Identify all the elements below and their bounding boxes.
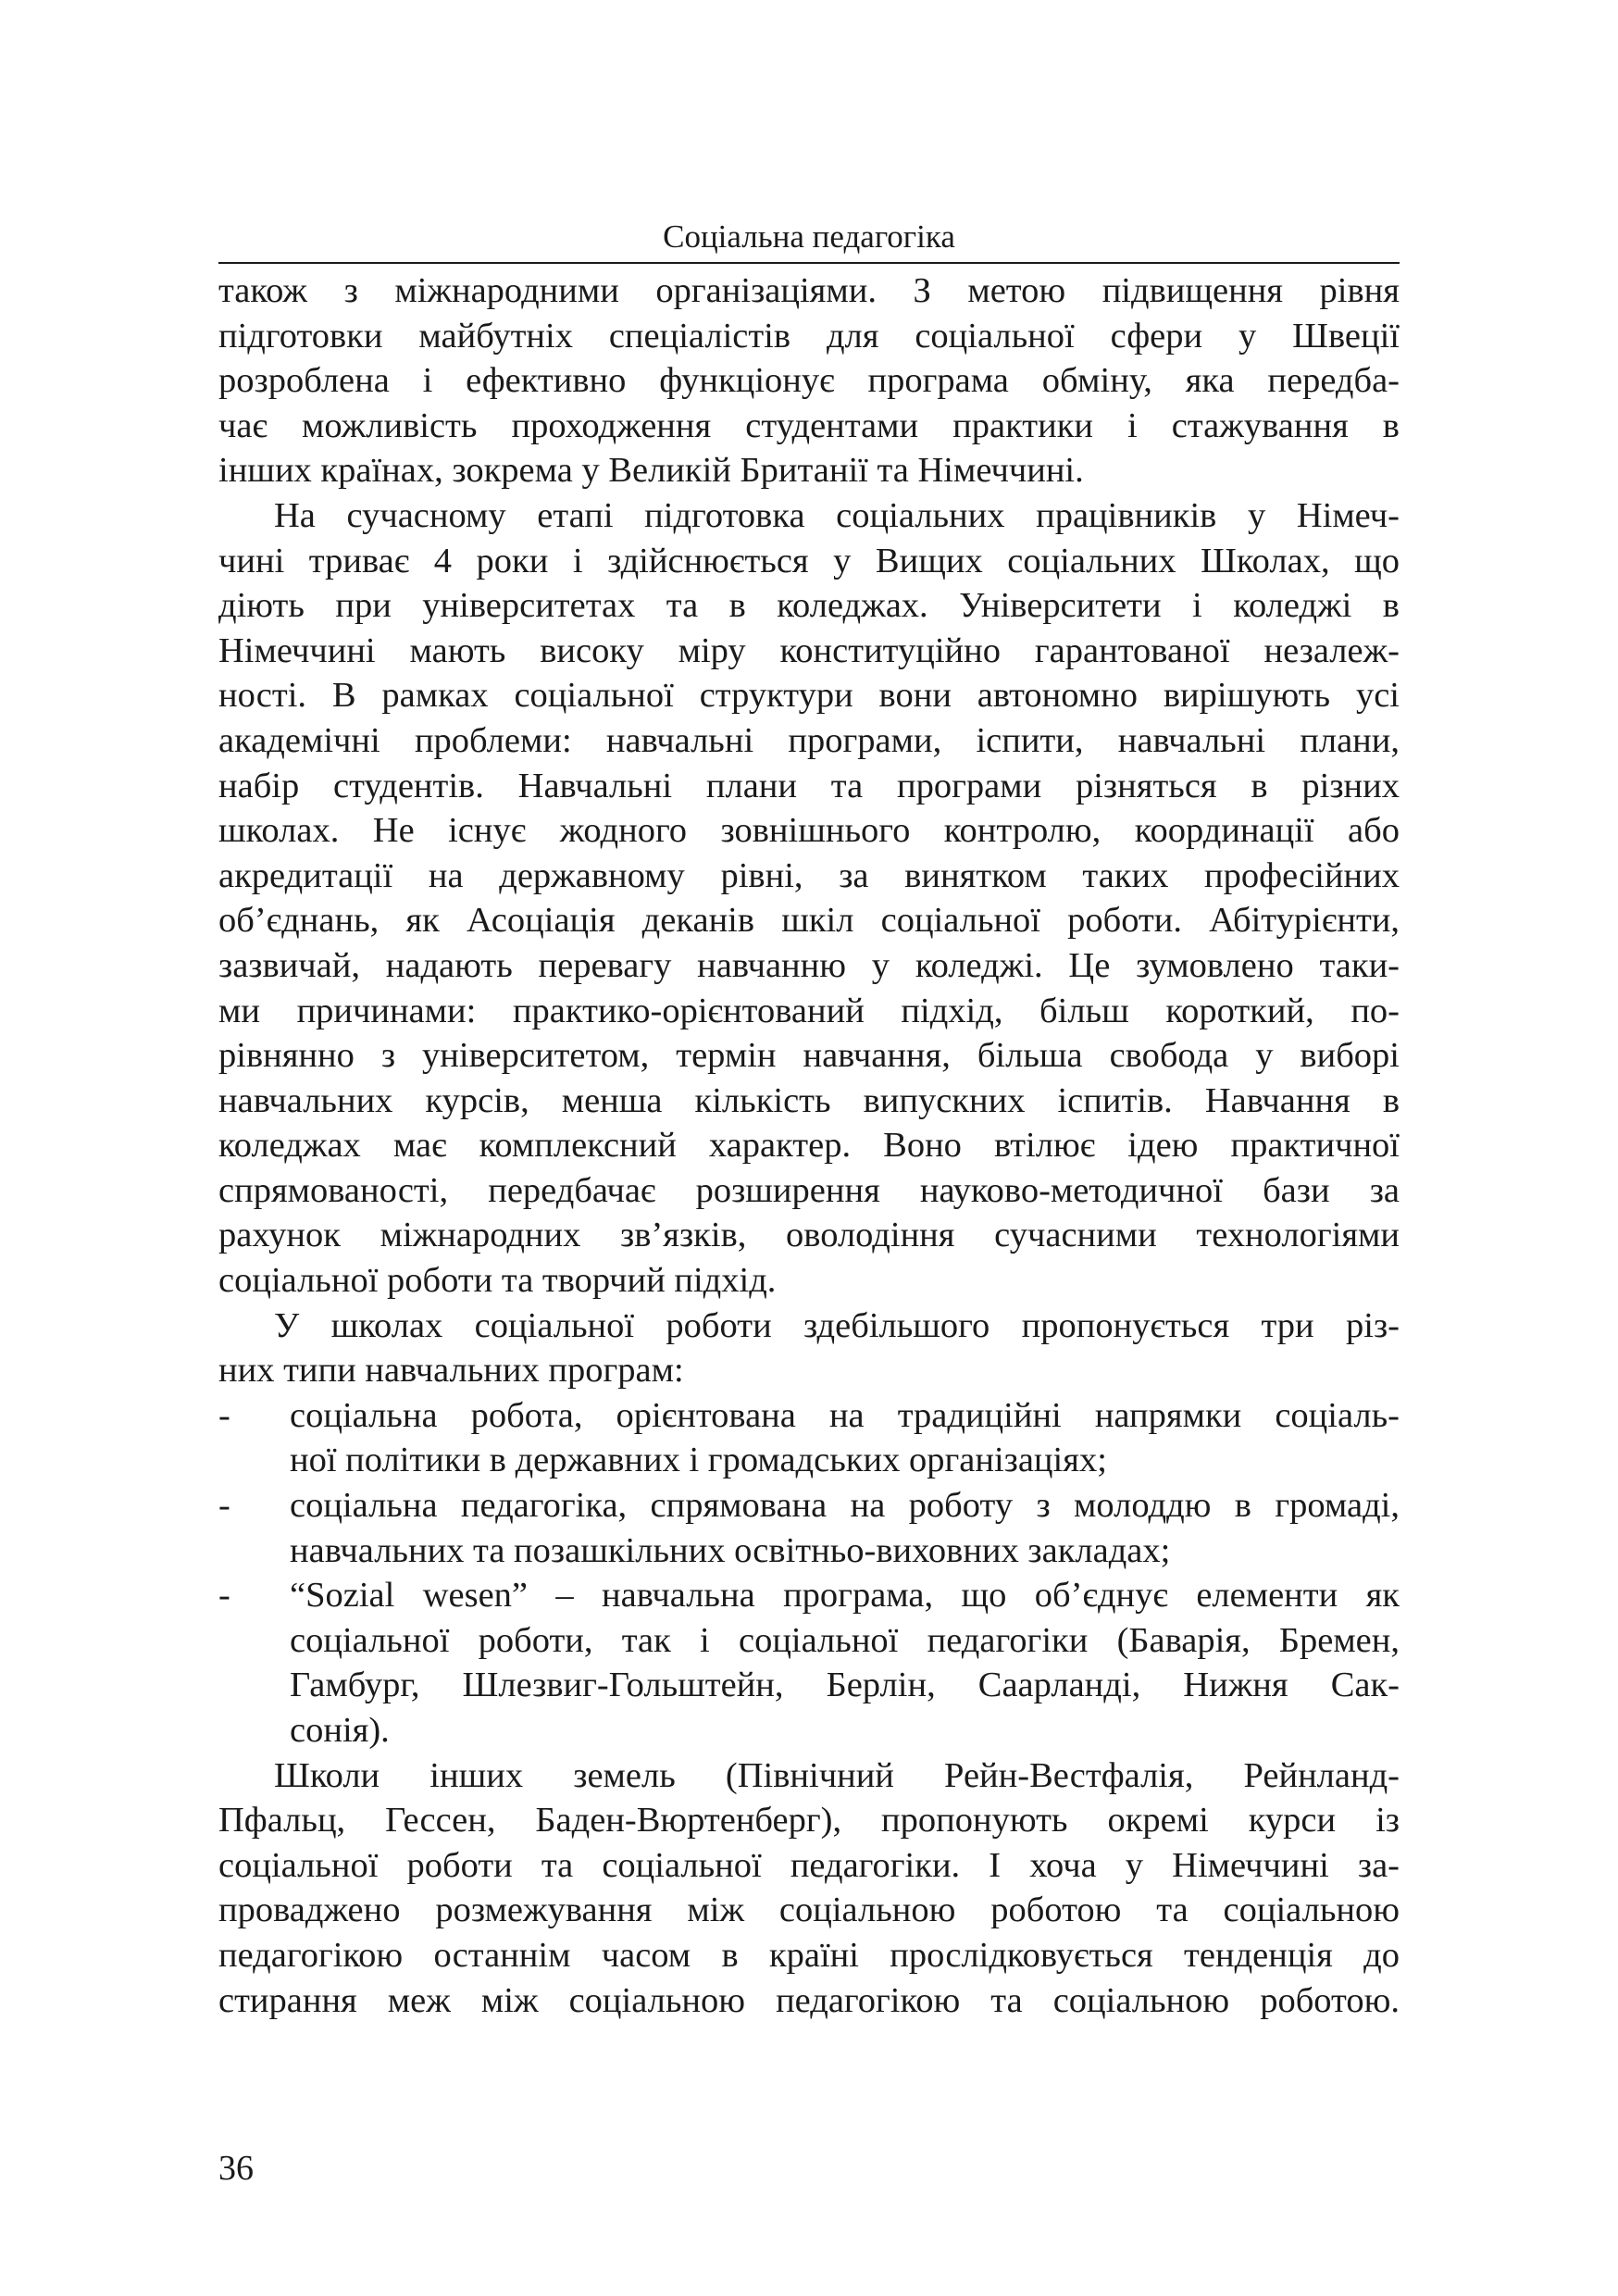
text-line: ності. В рамках соціальної структури вони автономно вирішують усі — [218, 676, 1400, 716]
text-line: сонія). — [290, 1711, 390, 1750]
text-line: “Sozial wesen” – навчальна програма, що об’єднує елементи як — [290, 1576, 1400, 1616]
header-divider — [218, 262, 1400, 264]
text-line: Пфальц, Гессен, Баден-Вюртенберг), пропонують окремі курси із — [218, 1801, 1400, 1841]
text-line: навчальних та позашкільних освітньо-виховних закладах; — [290, 1530, 1171, 1570]
paragraph-4 — [218, 1753, 1400, 2024]
text-line: проваджено розмежування між соціальною роботою та соціальною — [218, 1890, 1400, 1930]
text-line: стирання меж між соціальною педагогікою та соціальною роботою. — [218, 1980, 1400, 2020]
text-line: спрямованості, передбачає розширення науково-методичної бази за — [218, 1170, 1400, 1210]
list-item — [218, 1573, 1400, 1753]
text-line: академічні проблеми: навчальні програми, іспити, навчальні плани, — [218, 720, 1400, 760]
text-line: школах. Не існує жодного зовнішнього контролю, координації або — [218, 811, 1400, 851]
text-line: На сучасному етапі підготовка соціальних працівників у Німеч- — [274, 495, 1400, 535]
text-line: інших країнах, зокрема у Великій Британії та Німеччині. — [218, 451, 1084, 491]
text-line: У школах соціальної роботи здебільшого пропонується три різ- — [274, 1305, 1400, 1345]
text-line: чає можливість проходження студентами практики і стажування в — [218, 406, 1400, 445]
text-line: рівнянно з університетом, термін навчання, більша свобода у виборі — [218, 1036, 1400, 1076]
text-line: підготовки майбутніх спеціалістів для соціальної сфери у Швеції — [218, 316, 1400, 356]
dash-marker: - — [218, 1486, 230, 1526]
text-line: об’єднань, як Асоціація деканів шкіл соціальної роботи. Абітурієнти, — [218, 901, 1400, 941]
paragraph-1 — [218, 268, 1400, 493]
paragraph-3 — [218, 1304, 1400, 1393]
text-line: набір студентів. Навчальні плани та програми різняться в різних — [218, 766, 1400, 805]
text-line: ної політики в державних і громадських організаціях; — [290, 1441, 1107, 1480]
text-line: соціальна педагогіка, спрямована на роботу з молоддю в громаді, — [290, 1486, 1400, 1526]
text-line: соціальна робота, орієнтована на традиційні напрямки соціаль- — [290, 1395, 1400, 1435]
text-line: рахунок міжнародних зв’язків, оволодіння сучасними технологіями — [218, 1216, 1400, 1255]
list-item — [218, 1393, 1400, 1483]
list-item — [218, 1483, 1400, 1573]
page-number: 36 — [218, 2149, 254, 2188]
page-body — [218, 268, 1400, 2023]
text-line: також з міжнародними організаціями. З метою підвищення рівня — [218, 271, 1400, 310]
text-line: навчальних курсів, менша кількість випускних іспитів. Навчання в — [218, 1080, 1400, 1120]
text-line: чині триває 4 роки і здійснюється у Вищих соціальних Школах, що — [218, 541, 1400, 580]
text-line: Гамбург, Шлезвиг-Гольштейн, Берлін, Саарланді, Нижня Сак- — [290, 1666, 1400, 1705]
text-line: ми причинами: практико-орієнтований підхід, більш короткий, по- — [218, 991, 1400, 1030]
dash-marker: - — [218, 1395, 230, 1435]
text-line: зазвичай, надають перевагу навчанню у коледжі. Це зумовлено таки- — [218, 945, 1400, 985]
text-line: соціальної роботи та соціальної педагогіки. І хоча у Німеччині за- — [218, 1845, 1400, 1885]
text-line: розроблена і ефективно функціонує програма обміну, яка передба- — [218, 361, 1400, 401]
text-line: соціальної роботи, так і соціальної педагогіки (Баварія, Бремен, — [290, 1620, 1400, 1660]
text-line: Німеччині мають високу міру конституційно гарантованої незалеж- — [218, 630, 1400, 670]
text-line: акредитації на державному рівні, за винятком таких професійних — [218, 855, 1400, 895]
running-head-title: Соціальна педагогіка — [663, 218, 955, 255]
text-line: педагогікою останнім часом в країні прослідковується тенденція до — [218, 1935, 1400, 1975]
dash-marker: - — [218, 1576, 230, 1616]
text-line: них типи навчальних програм: — [218, 1351, 684, 1391]
text-line: діють при університетах та в коледжах. Університети і коледжі в — [218, 586, 1400, 626]
paragraph-2 — [218, 493, 1400, 1304]
text-line: Школи інших земель (Північний Рейн-Вестфалія, Рейнланд- — [274, 1755, 1400, 1795]
program-types-list — [218, 1393, 1400, 1753]
text-line: соціальної роботи та творчий підхід. — [218, 1261, 777, 1301]
text-line: коледжах має комплексний характер. Воно втілює ідею практичної — [218, 1126, 1400, 1166]
